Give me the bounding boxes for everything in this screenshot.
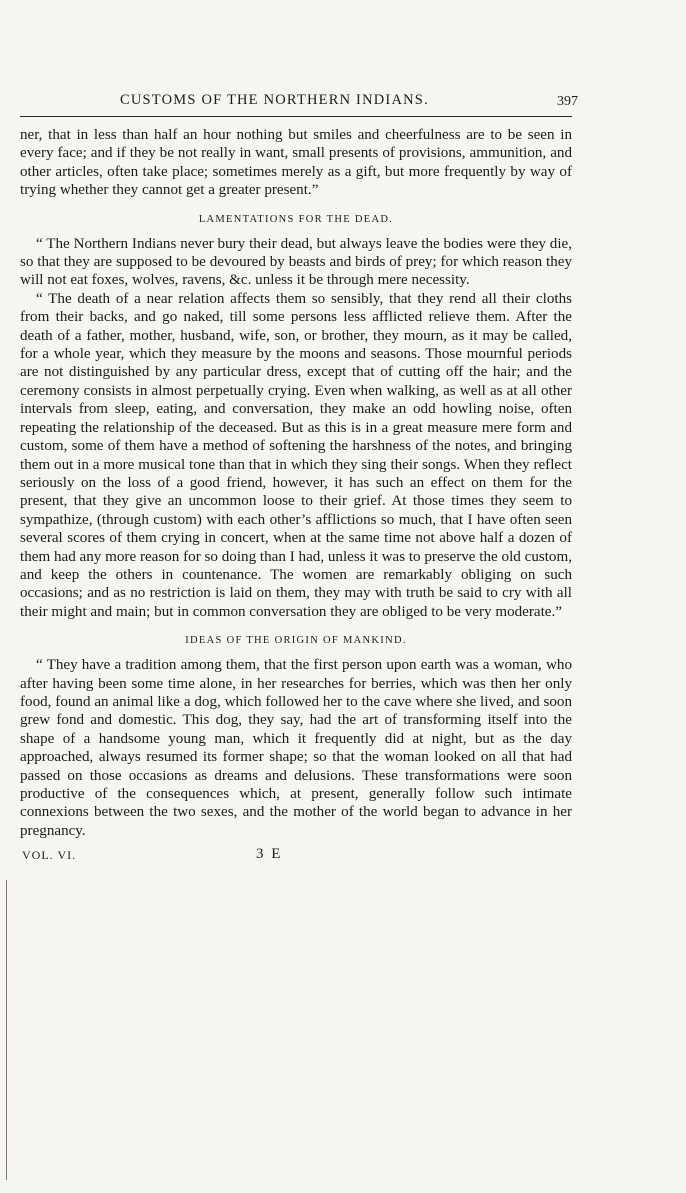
signature-mark: 3 E — [256, 846, 283, 863]
page-number: 397 — [557, 94, 578, 109]
running-head — [20, 88, 578, 118]
page-footer — [20, 846, 572, 870]
header-rule — [20, 116, 572, 117]
paragraph: “ They have a tradition among them, that the first person upon earth was a woman, who after having been some time alone, in her researches for berries, which was then her only food, found an animal like a dog, which followed her to the cave where she lived, and soon grew fond and domestic. This dog, they say, had the art of transforming itself into the shape of a handsome young man, which it frequently did at night, but as the day approached, always resumed its former shape; so that the woman looked on all that had passed on those occasions as dreams and delusions. These transformations were soon productive of the consequences which, at present, generally follow such intimate connexions between the two sexes, and the mother of the world began to advance in her pregnancy. — [20, 657, 572, 839]
running-title: CUSTOMS OF THE NORTHERN INDIANS. — [120, 92, 429, 108]
section-heading-lamentations: LAMENTATIONS FOR THE DEAD. — [198, 213, 394, 225]
section-heading-origin: IDEAS OF THE ORIGIN OF MANKIND. — [185, 635, 407, 647]
paragraph: “ The Northern Indians never bury their dead, but always leave the bodies were they die, so that they are supposed to be devoured by beasts and birds of prey; for which reason they will not eat foxes, wolves, ravens, &c. unless it be through mere necessity. — [20, 235, 572, 289]
paragraph: “ The death of a near relation affects them so sensibly, that they rend all their cloths from their backs, and go naked, till some persons less afflicted relieve them. After the death of a father, mother, husband, wife, son, or brother, they mourn, as it may be called, for a whole year, which they measure by the moons and seasons. Those mournful periods are not distinguished by any particular dress, except that of cutting off the hair; and the ceremony consists in almost perpetually crying. Even when walking, as well as at all other intervals from sleep, eating, and conversation, they make an odd howling noise, often repeating the relationship of the deceased. But as this is in a great measure mere form and custom, some of them have a method of softening the harshness of the notes, and bringing them out in a more musical tone than that in which they sing their songs. When they reflect seriously on the loss of a good friend, however, it has such an effect on them for the present, that they give an uncommon loose to their grief. At those times they seem to sympathize, (through custom) with each other’s afflictions so much, that I have often seen several scores of them crying in concert, when at the same time not above half a dozen of them had any more reason for so doing than I had, unless it was to preserve the old custom, and keep the others in countenance. The women are remarkably obliging on such occasions; and as no restriction is laid on them, they may with truth be said to cry with all their might and main; but in common conversation they are obliged to be very moderate.” — [20, 290, 572, 620]
page-edge-line — [6, 880, 7, 1180]
continued-paragraph: ner, that in less than half an hour nothing but smiles and cheerfulness are to be seen in every face; and if they be not really in want, small presents of provisions, ammunition, and other articles, often take place; sometimes merely as a gift, but more frequently by way of trying whether they cannot get a greater present.” — [20, 127, 572, 199]
book-page — [20, 88, 578, 870]
volume-label: VOL. VI. — [22, 848, 77, 863]
